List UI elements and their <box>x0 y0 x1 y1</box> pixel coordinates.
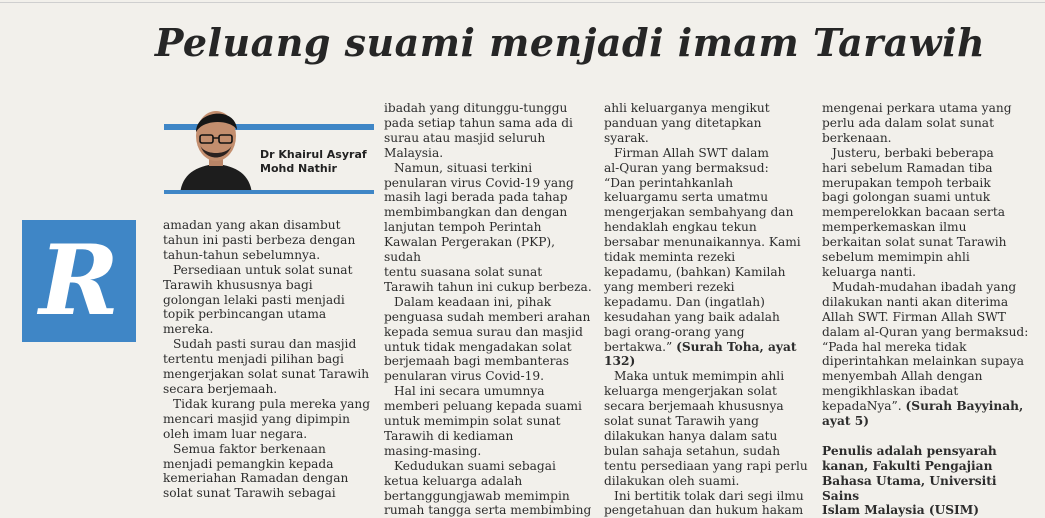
body-line: kepadamu. Dan (ingatlah) <box>604 294 765 309</box>
body-line: Kawalan Pergerakan (PKP), sudah <box>384 235 556 265</box>
author-note-line: Penulis adalah pensyarah <box>822 443 997 458</box>
author-note-line: Bahasa Utama, Universiti Sains <box>822 473 997 503</box>
body-line: Dalam keadaan ini, pihak <box>394 294 552 309</box>
body-line: Tarawih tahun ini cukup berbeza. <box>384 279 592 294</box>
body-line <box>604 340 809 355</box>
body-line: lanjutan tempoh Perintah <box>384 220 542 235</box>
text-column-4 <box>822 101 1032 518</box>
drop-cap: R <box>22 220 136 342</box>
author-photo <box>174 102 258 194</box>
body-line: solat sunat Tarawih yang <box>604 414 759 429</box>
body-line <box>822 414 1032 429</box>
article-headline: Peluang suami menjadi imam Tarawih <box>154 20 986 65</box>
body-line: Tarawih khususnya bagi <box>163 277 313 292</box>
body-line: memberi peluang kepada suami <box>384 399 582 414</box>
top-rule <box>0 2 1045 3</box>
body-line: menyembah Allah dengan <box>822 369 983 384</box>
body-line: mencari masjid yang dipimpin <box>163 411 350 426</box>
body-line: al-Quran yang bermaksud: <box>604 160 769 175</box>
body-line: kesudahan yang baik adalah <box>604 309 780 324</box>
author-name-line1: Dr Khairul Asyraf <box>260 148 367 161</box>
body-line: keluarga mengerjakan solat <box>604 384 777 399</box>
body-line: tahun-tahun sebelumnya. <box>163 247 321 262</box>
byline-bar-bottom <box>164 190 374 194</box>
citation-toha-cont: 132) <box>604 354 636 369</box>
author-name-line2: Mohd Nathir <box>260 162 337 175</box>
body-line: dilakukan nanti akan diterima <box>822 294 1009 309</box>
body-line: menjadi pemangkin kepada <box>163 456 334 471</box>
body-line: penguasa sudah memberi arahan <box>384 309 591 324</box>
body-line: panduan yang ditetapkan syarak. <box>604 115 762 145</box>
body-line: hendaklah engkau tekun <box>604 220 757 235</box>
body-line: ibadah yang ditunggu-tunggu <box>384 101 568 115</box>
body-line: masing-masing. <box>384 443 482 458</box>
body-line <box>604 354 809 369</box>
body-line: untuk tidak mengadakan solat <box>384 339 572 354</box>
body-line: rumah tangga serta membimbing <box>384 503 592 518</box>
body-line: penularan virus Covid-19 yang <box>384 175 574 190</box>
author-note-line: Islam Malaysia (USIM) <box>822 503 980 518</box>
body-line: diperintahkan melainkan supaya <box>822 354 1025 369</box>
body-line: keluargamu serta umatmu <box>604 190 769 205</box>
body-line: dilakukan hanya dalam satu <box>604 428 778 443</box>
author-name <box>260 148 372 176</box>
body-line: membimbangkan dan dengan <box>384 205 568 220</box>
body-line: mengerjakan solat sunat Tarawih <box>163 367 370 382</box>
body-line: kepada semua surau dan masjid <box>384 324 583 339</box>
body-line: berkenaan. <box>822 130 892 145</box>
body-line: dalam al-Quran yang bermaksud: <box>822 324 1029 339</box>
body-line: pengetahuan dan hukum hakam <box>604 503 804 518</box>
body-line: oleh imam luar negara. <box>163 426 308 441</box>
body-line: Firman Allah SWT dalam <box>614 145 769 160</box>
author-photo-illustration <box>174 102 258 194</box>
body-line: Justeru, berbaki beberapa <box>832 145 994 160</box>
body-line: Tidak kurang pula mereka yang <box>173 396 371 411</box>
body-line: solat sunat Tarawih sebagai <box>163 486 336 501</box>
body-line: mengikhlaskan ibadat <box>822 384 959 399</box>
body-line: pada setiap tahun sama ada di <box>384 115 573 130</box>
body-line: mengenai perkara utama yang <box>822 101 1012 115</box>
body-line: Malaysia. <box>384 145 444 160</box>
body-line: mereka. <box>163 322 214 337</box>
body-line: surau atau masjid seluruh <box>384 130 546 145</box>
text-column-1 <box>163 218 373 501</box>
body-line: penularan virus Covid-19. <box>384 369 545 384</box>
quote-end: bertakwa.” <box>604 339 673 354</box>
author-byline <box>164 102 374 196</box>
spacer <box>822 429 1032 444</box>
body-line: bulan sahaja setahun, sudah <box>604 443 781 458</box>
body-line: kepadamu, (bahkan) Kamilah <box>604 264 786 279</box>
body-line: Persediaan untuk solat sunat <box>173 262 353 277</box>
body-line: tentu persediaan yang rapi perlu <box>604 458 808 473</box>
body-line: hari sebelum Ramadan tiba <box>822 160 993 175</box>
body-line: bagi golongan suami untuk <box>822 190 991 205</box>
body-line <box>822 399 1032 414</box>
body-line: Allah SWT. Firman Allah SWT <box>822 309 1006 324</box>
body-line: memperelokkan bacaan serta <box>822 205 1005 220</box>
body-line: memperkemaskan ilmu <box>822 220 967 235</box>
body-line: topik perbincangan utama <box>163 307 327 322</box>
body-line: masih lagi berada pada tahap <box>384 190 568 205</box>
body-line: “Dan perintahkanlah <box>604 175 734 190</box>
body-line: mengerjakan sembahyang dan <box>604 205 794 220</box>
body-line: keluarga nanti. <box>822 264 917 279</box>
body-line: untuk memimpin solat sunat <box>384 414 561 429</box>
body-line: tertentu menjadi pilihan bagi <box>163 352 344 367</box>
body-line: Namun, situasi terkini <box>394 160 533 175</box>
body-line: secara berjemaah. <box>163 381 278 396</box>
body-line: golongan lelaki pasti menjadi <box>163 292 345 307</box>
author-note-line: kanan, Fakulti Pengajian <box>822 458 993 473</box>
body-line: kemeriahan Ramadan dengan <box>163 471 349 486</box>
body-line: yang memberi rezeki <box>604 279 735 294</box>
citation-bayyinah-cont: ayat 5) <box>822 414 869 429</box>
body-line: tahun ini pasti berbeza dengan <box>163 232 356 247</box>
body-line: Tarawih di kediaman <box>384 428 514 443</box>
body-line: berkaitan solat sunat Tarawih <box>822 235 1007 250</box>
body-line: bersabar menunaikannya. Kami <box>604 235 801 250</box>
text-column-3 <box>604 101 809 518</box>
citation-bayyinah: (Surah Bayyinah, <box>905 399 1024 414</box>
body-line: perlu ada dalam solat sunat <box>822 115 994 130</box>
body-line: Hal ini secara umumnya <box>394 384 545 399</box>
body-line: amadan yang akan disambut <box>163 218 341 232</box>
body-line: merupakan tempoh terbaik <box>822 175 991 190</box>
body-line: Mudah-mudahan ibadah yang <box>832 279 1017 294</box>
text-column-2 <box>384 101 594 518</box>
body-line: Sudah pasti surau dan masjid <box>173 337 357 352</box>
body-line: secara berjemaah khususnya <box>604 399 784 414</box>
body-line: sebelum memimpin ahli <box>822 250 970 265</box>
citation-toha: (Surah Toha, ayat <box>676 339 797 354</box>
body-line: bagi orang-orang yang <box>604 324 745 339</box>
body-line: tentu suasana solat sunat <box>384 264 543 279</box>
body-line: tidak meminta rezeki <box>604 250 736 265</box>
quote-end: kepadaNya”. <box>822 399 902 414</box>
body-line: dilakukan oleh suami. <box>604 473 740 488</box>
body-line: “Pada hal mereka tidak <box>822 339 967 354</box>
body-line: Maka untuk memimpin ahli <box>614 369 785 384</box>
body-line: ketua keluarga adalah <box>384 473 523 488</box>
body-line: Ini bertitik tolak dari segi ilmu <box>614 488 804 503</box>
body-line: ahli keluarganya mengikut <box>604 101 770 115</box>
body-line: berjemaah bagi membanteras <box>384 354 569 369</box>
body-line: Semua faktor berkenaan <box>173 441 326 456</box>
body-line: Kedudukan suami sebagai <box>394 458 556 473</box>
body-line: bertanggungjawab memimpin <box>384 488 570 503</box>
